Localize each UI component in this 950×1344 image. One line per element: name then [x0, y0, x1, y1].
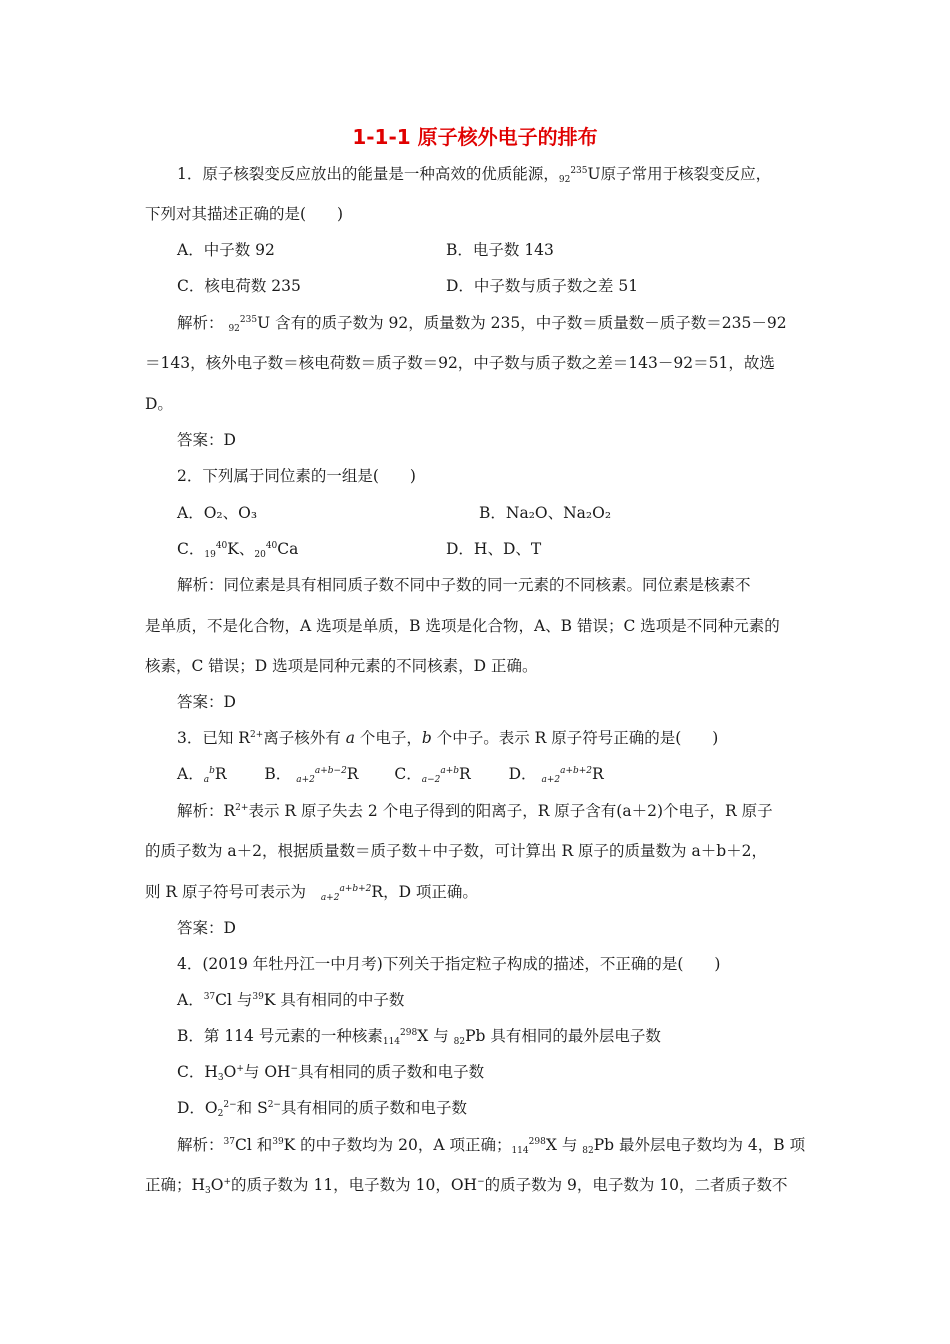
nuclide-u235: $92^{235}U$: [558, 165, 601, 185]
page-title: 1-1-1 原子核外电子的排布: [352, 125, 598, 149]
q4-option-a: A．$^{37}$Cl 与$^{39}$K 具有相同的中子数: [177, 991, 405, 1009]
q1-option-b: B．电子数 143: [446, 241, 554, 259]
q1-analysis-line3: D。: [145, 395, 173, 413]
q4-option-d: D．$O2^{2-}$和 $S^{2-}$具有相同的质子数和电子数: [177, 1099, 467, 1119]
q2-analysis-line2: 是单质，不是化合物，A 选项是单质，B 选项是化合物，A、B 错误；C 选项是不同种元素的: [145, 617, 780, 635]
q1-answer: 答案：D: [177, 431, 236, 449]
q1-option-c: C．核电荷数 235: [177, 277, 301, 295]
q3-analysis-line1: 解析：$R^{2+}$表示 R 原子失去 2 个电子得到的阳离子，R 原子含有(a＋2)个电子，R 原子: [177, 802, 773, 820]
q2-analysis-line3: 核素，C 错误；D 选项是同种元素的不同核素，D 正确。: [145, 657, 538, 675]
q2-answer: 答案：D: [177, 693, 236, 711]
q4-option-b: B．第 114 号元素的一种核素$114^{298}X$ 与 82Pb 具有相同的最外层电子数: [177, 1027, 661, 1047]
q4-stem: 4．(2019 年牡丹江一中月考)下列关于指定粒子构成的描述，不正确的是( ): [177, 955, 721, 973]
q1-stem-line1: 1．原子核裂变反应放出的能量是一种高效的优质能源，$92^{235}U$原子常用于核裂变反应，: [177, 165, 772, 185]
q4-option-c: C．H3O+与 OH−具有相同的质子数和电子数: [177, 1063, 485, 1083]
q3-option-a: A．$a^bR$: [177, 765, 227, 785]
q2-option-b: B．Na₂O、Na₂O₂: [479, 504, 612, 522]
q2-analysis-line1: 解析：同位素是具有相同质子数不同中子数的同一元素的不同核素。同位素是核素不: [177, 576, 751, 594]
q3-option-b: B． $a+2^{a+b-2}R$: [264, 765, 359, 785]
q1-analysis-line2: ＝143，核外电子数＝核电荷数＝质子数＝92，中子数与质子数之差＝143－92＝51，故选: [145, 354, 775, 372]
q3-answer: 答案：D: [177, 919, 236, 937]
q1-option-d: D．中子数与质子数之差 51: [446, 277, 639, 295]
q3-analysis-line3: 则 R 原子符号可表示为 $a+2^{a+b+2}R$，D 项正确。: [145, 883, 478, 903]
q1-option-a: A．中子数 92: [177, 241, 275, 259]
q4-analysis-line1: 解析：$^{37}$Cl 和$^{39}$K 的中子数均为 20，A 项正确；$114^{298}X$ 与 82Pb 最外层电子数均为 4，B 项: [177, 1136, 806, 1156]
q2-stem: 2．下列属于同位素的一组是( ): [177, 467, 416, 485]
q1-analysis-line1: 解析： $92^{235}U$ 含有的质子数为 92，质量数为 235，中子数＝质量数－质子数＝235－92: [177, 314, 787, 334]
q1-stem-line2: 下列对其描述正确的是( ): [145, 205, 344, 223]
q3-option-d: D． $a+2^{a+b+2}R$: [508, 765, 604, 785]
q3-stem: 3．已知 $R^{2+}$离子核外有 a 个电子，b 个中子。表示 R 原子符号正确的是( ): [177, 729, 719, 747]
q2-option-a: A．O₂、O₃: [177, 504, 258, 522]
q2-option-d: D．H、D、T: [446, 540, 542, 558]
q3-analysis-line2: 的质子数为 a＋2，根据质量数＝质子数＋中子数，可计算出 R 原子的质量数为 a＋b＋2，: [145, 842, 768, 860]
q3-options: [177, 763, 604, 788]
q2-option-c: C．$19^{40}K$、$20^{40}Ca$: [177, 540, 299, 560]
q3-option-c: C．$a-2^{a+b}R$: [394, 765, 471, 785]
q4-analysis-line2: 正确；H3O+的质子数为 11，电子数为 10，OH−的质子数为 9，电子数为 10，二者质子数不: [145, 1176, 788, 1196]
